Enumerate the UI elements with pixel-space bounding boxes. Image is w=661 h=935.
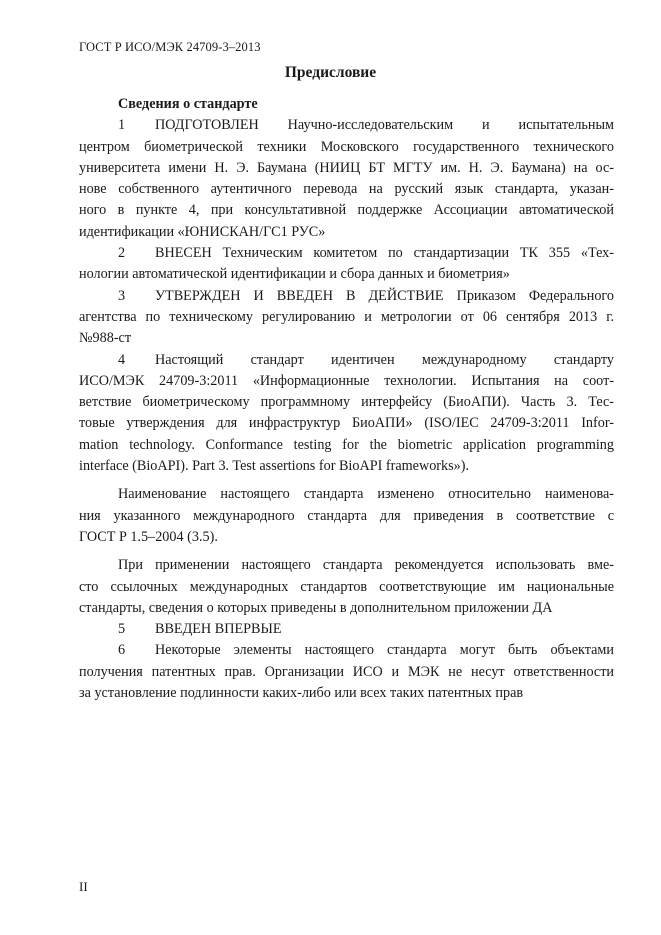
item-line: нологии автоматической идентификации и сбора данных и биометрия» [79, 266, 510, 283]
item-line: mation technology. Conformance testing for the biometric application programming [79, 436, 614, 453]
foreword-body [79, 94, 614, 704]
document-header: ГОСТ Р ИСО/МЭК 24709-3–2013 [79, 40, 261, 54]
paragraph-references [79, 555, 614, 619]
item-text: Настоящий стандарт идентичен международному стандарту [155, 351, 614, 368]
item-line [79, 640, 614, 661]
paragraph-line: стандарты, сведения о которых приведены в дополнительном приложении ДА [79, 599, 553, 616]
item-number: 5 [118, 621, 126, 638]
item-line: идентификации «ЮНИСКАН/ГС1 РУС» [79, 223, 326, 240]
item-text: Некоторые элементы настоящего стандарта могут быть объектами [155, 642, 614, 659]
item-line: центром биометрической техники Московского государственного технического [79, 138, 614, 155]
item-text: ПОДГОТОВЛЕН Научно-исследовательским и испытательным [155, 117, 614, 134]
item-line [79, 286, 614, 307]
paragraph-line: При применении настоящего стандарта рекомендуется использовать вме- [118, 557, 614, 574]
list-item [79, 619, 614, 640]
item-line [79, 350, 614, 371]
list-item [79, 640, 614, 704]
page-number: II [79, 879, 88, 894]
item-line: нове собственного аутентичного перевода на русский язык стандарта, указан- [79, 181, 614, 198]
item-line: ного в пункте 4, при консультативной поддержке Ассоциации автоматической [79, 202, 614, 219]
paragraph-line: сто ссылочных международных стандартов соответствующие им национальные [79, 578, 614, 595]
item-line [79, 619, 614, 640]
item-number: 2 [118, 245, 126, 262]
list-item [79, 243, 614, 286]
page-title: Предисловие [284, 64, 377, 81]
item-line [79, 243, 614, 264]
item-line [79, 115, 614, 136]
paragraph-line: Наименование настоящего стандарта изменено относительно наименова- [118, 486, 614, 503]
item-line: получения патентных прав. Организации ИСО и МЭК не несут ответственности [79, 663, 614, 680]
item-line: №988-ст [79, 330, 132, 347]
item-line: товые утверждения для инфраструктур БиоАПИ» (ISO/IEC 24709-3:2011 Infor- [79, 415, 614, 432]
item-text: УТВЕРЖДЕН И ВВЕДЕН В ДЕЙСТВИЕ Приказом Федерального [155, 287, 614, 304]
item-line: агентства по техническому регулированию и метрологии от 06 сентября 2013 г. [79, 308, 614, 325]
item-line: interface (BioAPI). Part 3. Test assertions for BioAPI frameworks»). [79, 458, 469, 475]
item-number: 1 [118, 117, 126, 134]
paragraph-rename [79, 484, 614, 548]
item-number: 3 [118, 287, 126, 304]
list-item [79, 115, 614, 243]
item-text: ВНЕСЕН Техническим комитетом по стандартизации ТК 355 «Тех- [155, 245, 614, 262]
item-line: ветствие биометрическому программному интерфейсу (БиоАПИ). Часть 3. Тес- [79, 394, 614, 411]
list-item [79, 350, 614, 478]
item-line: ИСО/МЭК 24709-3:2011 «Информационные технологии. Испытания на соот- [79, 372, 614, 389]
item-line: за установление подлинности каких-либо или всех таких патентных прав [79, 685, 524, 702]
item-text: ВВЕДЕН ВПЕРВЫЕ [155, 621, 282, 638]
item-number: 6 [118, 642, 126, 659]
paragraph-line: ГОСТ Р 1.5–2004 (3.5). [79, 528, 218, 545]
paragraph-line: ния указанного международного стандарта для приведения в соответствие с [79, 507, 614, 524]
item-number: 4 [118, 351, 126, 368]
section-heading: Сведения о стандарте [118, 96, 258, 112]
list-item [79, 286, 614, 350]
item-line: университета имени Н. Э. Баумана (НИИЦ БТ МГТУ им. Н. Э. Баумана) на ос- [79, 159, 614, 176]
